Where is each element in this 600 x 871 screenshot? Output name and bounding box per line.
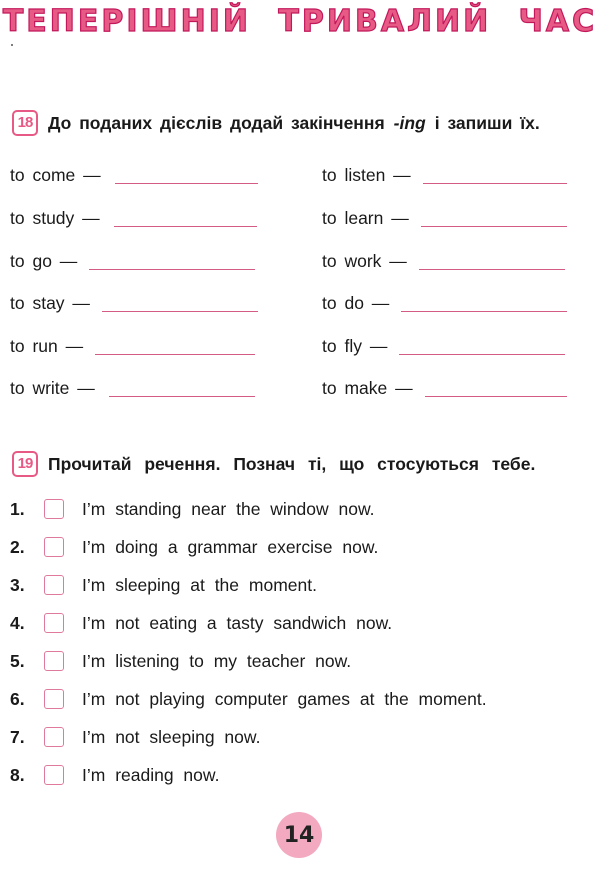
sentence-item: [10, 572, 317, 598]
sentence-checkbox[interactable]: [44, 689, 64, 709]
answer-line[interactable]: [399, 336, 565, 355]
sentence-number: 7.: [10, 726, 25, 747]
verb-row: [322, 246, 565, 272]
answer-line[interactable]: [89, 251, 255, 270]
sentence-text: I’m listening to my teacher now.: [82, 650, 352, 671]
verb-label: to make —: [322, 378, 413, 398]
sentence-text: I’m doing a grammar exercise now.: [82, 536, 379, 557]
sentence-number: 8.: [10, 764, 25, 785]
answer-line[interactable]: [115, 165, 258, 184]
task-18-heading: [12, 110, 540, 136]
verb-label: to write —: [10, 378, 95, 398]
verb-row: [10, 203, 257, 229]
task-18-instruction: До поданих дієслів додай закінчення: [48, 112, 385, 133]
verb-row: [10, 331, 255, 357]
sentence-checkbox[interactable]: [44, 651, 64, 671]
sentence-checkbox[interactable]: [44, 575, 64, 595]
verb-row: [322, 288, 567, 314]
answer-line[interactable]: [95, 336, 255, 355]
task-19-instruction: Прочитай речення. Познач ті, що стосуються тебе.: [48, 453, 536, 474]
verb-row: [10, 246, 255, 272]
verb-label: to work —: [322, 251, 407, 271]
page-title: ТЕПЕРІШНІЙ ТРИВАЛИЙ ЧАС: [2, 4, 598, 39]
verb-row: [322, 373, 567, 399]
sentence-number: 5.: [10, 650, 25, 671]
sentence-checkbox[interactable]: [44, 499, 64, 519]
verb-label: to come —: [10, 165, 101, 185]
verb-row: [10, 373, 255, 399]
sentence-item: [10, 496, 375, 522]
verb-label: to listen —: [322, 165, 411, 185]
sentence-number: 2.: [10, 536, 25, 557]
page-number: [276, 812, 322, 858]
verb-label: to fly —: [322, 336, 388, 356]
sentence-checkbox[interactable]: [44, 537, 64, 557]
answer-line[interactable]: [423, 165, 567, 184]
answer-line[interactable]: [114, 208, 257, 227]
answer-line[interactable]: [425, 378, 567, 397]
ing-ending: -ing: [393, 112, 426, 133]
sentence-checkbox[interactable]: [44, 727, 64, 747]
sentence-item: [10, 648, 351, 674]
verb-label: to study —: [10, 208, 100, 228]
verb-row: [322, 160, 567, 186]
page-number-text: 14: [283, 822, 315, 848]
answer-line[interactable]: [109, 378, 255, 397]
verb-label: to stay —: [10, 293, 90, 313]
sentence-item: [10, 686, 487, 712]
answer-line[interactable]: [401, 293, 567, 312]
verb-row: [10, 288, 258, 314]
sentence-number: 6.: [10, 688, 25, 709]
task-number-badge: 18: [12, 110, 38, 136]
verb-row: [322, 203, 567, 229]
task-number-badge: 19: [12, 451, 38, 477]
sentence-number: 4.: [10, 612, 25, 633]
verb-row: [322, 331, 565, 357]
sentence-text: I’m not sleeping now.: [82, 726, 261, 747]
sentence-number: 1.: [10, 498, 25, 519]
sentence-item: [10, 534, 378, 560]
sentence-text: I’m standing near the window now.: [82, 498, 375, 519]
verb-row: [10, 160, 258, 186]
sentence-item: [10, 724, 260, 750]
sentence-checkbox[interactable]: [44, 613, 64, 633]
answer-line[interactable]: [102, 293, 258, 312]
answer-line[interactable]: [421, 208, 567, 227]
sentence-text: I’m sleeping at the moment.: [82, 574, 317, 595]
answer-line[interactable]: [419, 251, 565, 270]
task-19-heading: [12, 451, 535, 477]
task-18-instruction-end: і запиши їх.: [434, 112, 540, 133]
verb-label: to learn —: [322, 208, 409, 228]
verb-label: to do —: [322, 293, 390, 313]
sentence-item: [10, 610, 392, 636]
sentence-text: I’m not eating a tasty sandwich now.: [82, 612, 393, 633]
sentence-text: I’m reading now.: [82, 764, 220, 785]
sentence-item: [10, 762, 219, 788]
sentence-text: I’m not playing computer games at the moment.: [82, 688, 487, 709]
speck: [11, 44, 13, 46]
sentence-checkbox[interactable]: [44, 765, 64, 785]
verb-label: to go —: [10, 251, 78, 271]
sentence-number: 3.: [10, 574, 25, 595]
verb-label: to run —: [10, 336, 84, 356]
